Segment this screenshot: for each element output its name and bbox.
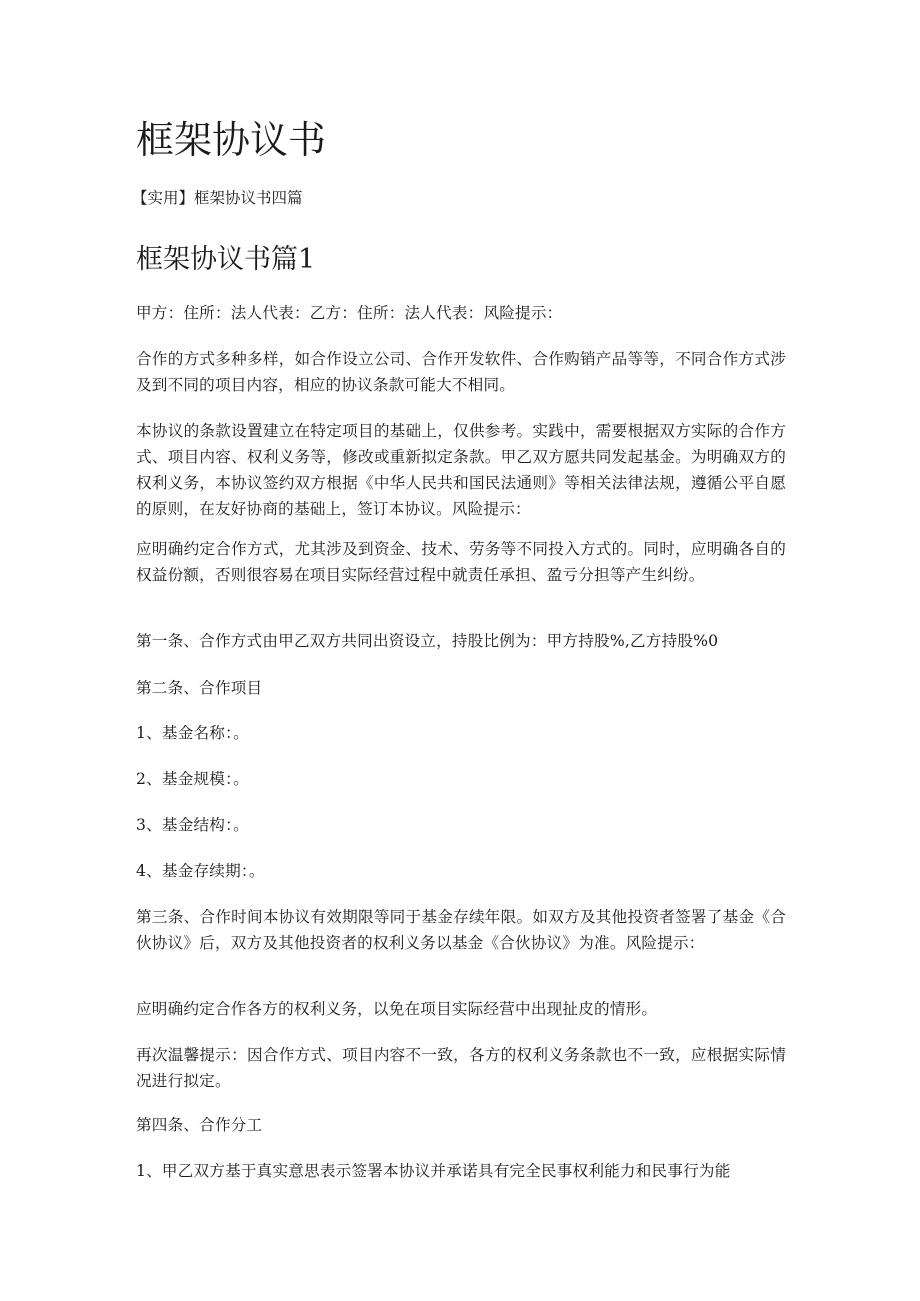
paragraph-risk-cooperation-mode: 应明确约定合作方式，尤其涉及到资金、技术、劳务等不同投入方式的。同时，应明确各自的权益份额，否则很容易在项目实际经营过程中就责任承担、盈亏分担等产生纠纷。 (136, 540, 786, 584)
list-item-fund-name: 1、基金名称：。 (136, 724, 249, 742)
list-item-fund-duration: 4、基金存续期：。 (136, 862, 265, 880)
list-item-fund-scale: 2、基金规模：。 (136, 770, 249, 788)
paragraph-risk-rights: 应明确约定合作各方的权利义务，以免在项目实际经营中出现扯皮的情形。 (136, 1000, 658, 1018)
paragraph-parties: 甲方：住所：法人代表：乙方：住所：法人代表：风险提示： (136, 304, 563, 322)
paragraph-cooperation-forms: 合作的方式多种多样，如合作设立公司、合作开发软件、合作购销产品等等，不同合作方式涉及到不同的项目内容，相应的协议条款可能大不相同。 (136, 350, 786, 394)
paragraph-article-4: 第四条、合作分工 (136, 1116, 263, 1134)
document-subtitle: 【实用】框架协议书四篇 (132, 189, 303, 207)
paragraph-article-4-item-1: 1、甲乙双方基于真实意思表示签署本协议并承诺具有完全民事权利能力和民事行为能 (136, 1162, 731, 1180)
paragraph-reminder: 再次温馨提示：因合作方式、项目内容不一致，各方的权利义务条款也不一致，应根据实际情况进行拟定。 (136, 1046, 786, 1090)
paragraph-article-1: 第一条、合作方式由甲乙双方共同出资设立，持股比例为：甲方持股%,乙方持股%0 (136, 632, 719, 650)
paragraph-terms-basis: 本协议的条款设置建立在特定项目的基础上，仅供参考。实践中，需要根据双方实际的合作方式、项目内容、权利义务等，修改或重新拟定条款。甲乙双方愿共同发起基金。为明确双方的权利义务，本协议签约双方根据《中华人民共和国民法通则》等相关法律法规，遵循公平自愿的原则，在友好协商的基础上，签订本协议。风险提示： (136, 422, 786, 518)
section-title: 框架协议书篇1 (136, 244, 316, 275)
paragraph-article-3: 第三条、合作时间本协议有效期限等同于基金存续年限。如双方及其他投资者签署了基金《合伙协议》后，双方及其他投资者的权利义务以基金《合伙协议》为准。风险提示： (136, 908, 786, 952)
paragraph-article-2: 第二条、合作项目 (136, 679, 263, 697)
list-item-fund-structure: 3、基金结构：。 (136, 816, 249, 834)
document-title: 框架协议书 (136, 118, 327, 162)
